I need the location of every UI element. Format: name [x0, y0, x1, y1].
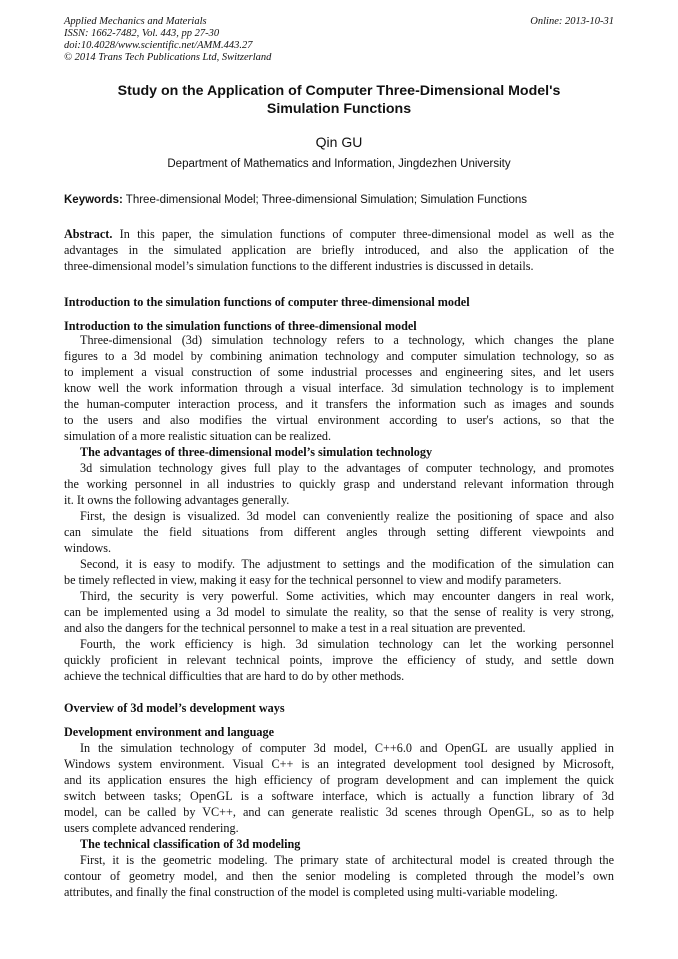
text-line: know well the work information through a visual interface. 3d simulation technology is to implement: [64, 381, 614, 395]
text-line: Fourth, the work efficiency is high. 3d simulation technology can let the working personnel: [80, 637, 614, 651]
abstract-line: Abstract. In this paper, the simulation functions of computer three-dimensional model as well as the: [64, 227, 614, 241]
author-name: Qin GU: [315, 134, 363, 150]
text-line: and its application ensures the high efficiency of program development and can implement the quick: [64, 773, 614, 787]
text-line: 3d simulation technology gives full play to the advantages of computer technology, and promotes: [80, 461, 614, 475]
keywords-label: Keywords:: [64, 194, 123, 206]
abstract: [64, 226, 614, 274]
keywords-text: Three-dimensional Model; Three-dimensional Simulation; Simulation Functions: [125, 194, 527, 206]
paragraph-second-advantage: [64, 556, 614, 588]
paper-title-line-1: Study on the Application of Computer Three-Dimensional Model's: [117, 83, 561, 99]
text-line: to the users and also modifies the virtual environment according to user's actions, so that the: [64, 413, 614, 427]
text-line: Windows system environment. Visual C++ is an integrated development tool designed by Microsoft,: [64, 757, 614, 771]
text-line: First, the design is visualized. 3d model can conveniently realize the positioning of space and also: [80, 509, 614, 523]
subsection-heading-development-environment: Development environment and language: [64, 725, 275, 739]
subsection-heading-advantages: The advantages of three-dimensional model’s simulation technology: [80, 445, 433, 459]
text-line: Second, it is easy to modify. The adjustment to settings and the modification of the simulation can: [80, 557, 614, 571]
text-line: the human-computer interaction process, and it transfers the information such as images and sounds: [64, 397, 614, 411]
text-line: achieve the technical difficulties that are hard to do by other methods.: [64, 669, 405, 683]
text-line: be timely reflected in view, making it easy for the technical personnel to view and modify parameters.: [64, 573, 562, 587]
subsection-heading-introduction: Introduction to the simulation functions of three-dimensional model: [64, 319, 417, 333]
text-line: First, it is the geometric modeling. The primary state of architectural model is created through the: [80, 853, 614, 867]
paragraph-introduction: [64, 332, 614, 444]
paragraph-classification: [64, 852, 614, 900]
abstract-line: three-dimensional model’s simulation functions to the different industries is discussed in details.: [64, 259, 534, 273]
paragraph-first-advantage: [64, 508, 614, 556]
text-line: quickly proficient in relevant technical points, improve the efficiency of study, and settle down: [64, 653, 614, 667]
paragraph-third-advantage: [64, 588, 614, 636]
paragraph-development-environment: [64, 740, 614, 836]
text-line: users complete advanced rendering.: [64, 821, 239, 835]
text-line: it. It owns the following advantages generally.: [64, 493, 290, 507]
paragraph-fourth-advantage: [64, 636, 614, 684]
doi-line: doi:10.4028/www.scientific.net/AMM.443.27: [64, 40, 253, 51]
text-line: can be implemented using a 3d model to simulate the reality, so that the sense of reality is very strong,: [64, 605, 614, 619]
text-line: simulation of a more realistic situation can be realized.: [64, 429, 332, 443]
paragraph-advantages: [64, 460, 614, 508]
text-line: windows.: [64, 541, 112, 555]
text-line: to implement a visual construction of some industrial processes and engineering sites, and let users: [64, 365, 614, 379]
copyright-line: © 2014 Trans Tech Publications Ltd, Switzerland: [64, 52, 272, 63]
section-heading-introduction: Introduction to the simulation functions of computer three-dimensional model: [64, 295, 470, 309]
text-line: Three-dimensional (3d) simulation technology refers to a technology, which changes the plane: [80, 333, 614, 347]
section-heading-overview: Overview of 3d model’s development ways: [64, 701, 285, 715]
text-line: switch between tasks; OpenGL is a software interface, which is actually a function library of 3d: [64, 789, 614, 803]
text-line: and also the dangers for the technical personnel to make a test in a real situation are prevented.: [64, 621, 526, 635]
text-line: Third, the security is very powerful. Some activities, which may encounter dangers in real work,: [80, 589, 614, 603]
text-line: can simulate the field situations from different angles through setting different viewpoints and: [64, 525, 614, 539]
text-line: In the simulation technology of computer 3d model, C++6.0 and OpenGL are usually applied in: [80, 741, 614, 755]
subsection-heading-classification: The technical classification of 3d modeling: [80, 837, 301, 851]
text-line: contour of geometry model, and then the senior modeling is completed through the model’s own: [64, 869, 614, 883]
text-line: model, can be called by VC++, and can generate realistic 3d scenes through OpenGL, so as to help: [64, 805, 614, 819]
abstract-label: Abstract.: [64, 227, 113, 241]
journal-name: Applied Mechanics and Materials: [64, 16, 207, 27]
author-affiliation: Department of Mathematics and Information, Jingdezhen University: [167, 158, 511, 170]
issn-line: ISSN: 1662-7482, Vol. 443, pp 27-30: [64, 28, 220, 39]
text-line: figures to a 3d model by combining animation technology and computer simulation technology, so as: [64, 349, 614, 363]
text-line: the working personnel in all industries to quickly grasp and understand relevant information through: [64, 477, 614, 491]
paper-title-line-2: Simulation Functions: [266, 101, 412, 117]
text-line: attributes, and finally the final construction of the model is completed using multi-variable modeling.: [64, 885, 558, 899]
online-date: Online: 2013-10-31: [530, 16, 614, 27]
abstract-line: advantages in the simulated application are briefly introduced, and also the application of the: [64, 243, 614, 257]
keywords: [64, 193, 527, 207]
